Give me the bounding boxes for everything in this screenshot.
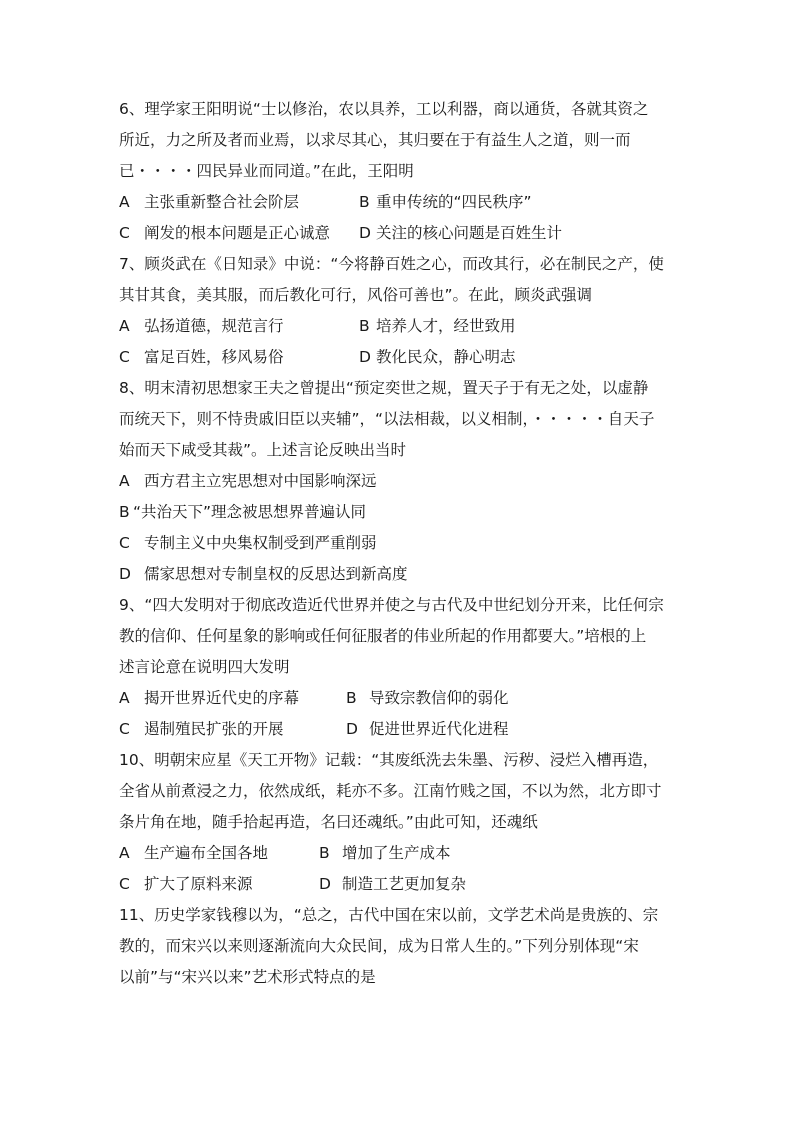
option-a: [119, 466, 377, 497]
option-letter: C: [119, 875, 130, 893]
option-letter: B: [119, 503, 130, 521]
question-11-stem-line-1: 11、历史学家钱穆以为，“总之，古代中国在宋以前，文学艺术尚是贵族的、宗: [119, 906, 659, 924]
question-7-options-row-2: [119, 342, 679, 373]
option-letter: C: [119, 224, 130, 242]
option-text: 阐发的根本问题是正心诚意: [144, 224, 331, 242]
question-10-stem-line-2: 全省从前煮浸之力，依然成纸，耗亦不多。江南竹贱之国，不以为然，北方即寸: [119, 782, 662, 800]
question-10-option-d: [319, 869, 466, 900]
question-11: [119, 900, 679, 993]
question-10-option-a: [119, 838, 319, 869]
option-text: 主张重新整合社会阶层: [144, 193, 300, 211]
option-text: 培养人才，经世致用: [376, 317, 516, 335]
option-text: 扩大了原料来源: [144, 875, 253, 893]
option-letter: A: [119, 844, 130, 862]
option-text: 揭开世界近代史的序幕: [144, 689, 300, 707]
option-d: [119, 559, 408, 590]
option-text: 专制主义中央集权制受到严重削弱: [144, 534, 377, 552]
question-9-options-row-1: [119, 683, 679, 714]
option-letter: D: [119, 565, 131, 583]
option-b: [119, 497, 366, 528]
question-8-stem-line-1: 8、明末清初思想家王夫之曾提出“预定奕世之规，置天子于有无之处，以虚静: [119, 379, 649, 397]
question-7-option-d: [359, 342, 516, 373]
question-10-options-row-1: [119, 838, 679, 869]
option-text: 导致宗教信仰的弱化: [369, 689, 509, 707]
option-letter: B: [359, 193, 370, 211]
question-list: [119, 94, 679, 993]
option-letter: C: [119, 720, 130, 738]
question-8: [119, 373, 679, 590]
question-7-options-row-1: [119, 311, 679, 342]
option-text: 教化民众，静心明志: [376, 348, 516, 366]
option-text: 遏制殖民扩张的开展: [144, 720, 284, 738]
option-letter: A: [119, 193, 130, 211]
option-text: 重申传统的“四民秩序”: [376, 193, 532, 211]
option-letter: B: [346, 689, 357, 707]
question-7-option-b: [359, 311, 516, 342]
option-letter: A: [119, 317, 130, 335]
option-letter: D: [359, 224, 371, 242]
question-9-option-b: [346, 683, 509, 714]
question-8-stem-line-3: 始而天下咸受其裁”。上述言论反映出当时: [119, 441, 407, 459]
question-6-options-row-2: [119, 218, 679, 249]
question-9: [119, 590, 679, 745]
question-8-option-a: [119, 466, 679, 497]
option-text: 关注的核心问题是百姓生计: [376, 224, 563, 242]
question-9-option-c: [119, 714, 346, 745]
question-10-stem-line-3: 条片角在地，随手拾起再造，名曰还魂纸。”由此可知，还魂纸: [119, 813, 538, 831]
question-7: [119, 249, 679, 373]
option-letter: C: [119, 348, 130, 366]
question-10-stem-line-1: 10、明朝宋应星《天工开物》记载：“其废纸洗去朱墨、污秽、浸烂入槽再造，: [119, 751, 659, 769]
option-text: 生产遍布全国各地: [144, 844, 269, 862]
question-6-option-c: [119, 218, 359, 249]
question-10-options-row-2: [119, 869, 679, 900]
question-7-option-a: [119, 311, 359, 342]
question-11-stem-line-2: 教的，而宋兴以来则逐渐流向大众民间，成为日常人生的。”下列分别体现“宋: [119, 937, 639, 955]
option-text: 制造工艺更加复杂: [342, 875, 467, 893]
question-10-option-b: [319, 838, 451, 869]
question-6-stem-line-3: 已・・・・四民异业而同道。”在此，王阳明: [119, 162, 414, 180]
question-6-options-row-1: [119, 187, 679, 218]
question-10-option-c: [119, 869, 319, 900]
question-6-stem-line-2: 所近，力之所及者而业焉，以求尽其心，其归要在于有益生人之道，则一而: [119, 131, 631, 149]
question-7-option-c: [119, 342, 359, 373]
question-7-stem-line-2: 其甘其食，美其服，而后教化可行，风俗可善也”。在此，顾炎武强调: [119, 286, 593, 304]
option-c: [119, 528, 377, 559]
option-letter: B: [359, 317, 370, 335]
option-letter: D: [359, 348, 371, 366]
question-6: [119, 94, 679, 249]
option-letter: D: [319, 875, 331, 893]
option-text: “共治天下”理念被思想界普遍认同: [133, 503, 367, 521]
question-10: [119, 745, 679, 900]
question-9-option-a: [119, 683, 346, 714]
question-8-option-b: [119, 497, 679, 528]
option-text: 西方君主立宪思想对中国影响深远: [144, 472, 377, 490]
question-9-stem-line-1: 9、“四大发明对于彻底改造近代世界并使之与古代及中世纪划分开来，比任何宗: [119, 596, 664, 614]
option-letter: A: [119, 689, 130, 707]
option-text: 儒家思想对专制皇权的反思达到新高度: [144, 565, 408, 583]
question-8-option-c: [119, 528, 679, 559]
question-9-stem-line-3: 述言论意在说明四大发明: [119, 658, 290, 676]
option-letter: C: [119, 534, 130, 552]
question-9-stem-line-2: 教的信仰、任何星象的影响或任何征服者的伟业所起的作用都要大。”培根的上: [119, 627, 647, 645]
question-7-stem-line-1: 7、顾炎武在《日知录》中说：“今将静百姓之心，而改其行，必在制民之产，使: [119, 255, 664, 273]
option-text: 富足百姓，移风易俗: [144, 348, 284, 366]
question-6-option-a: [119, 187, 359, 218]
question-6-option-d: [359, 218, 562, 249]
question-9-option-d: [346, 714, 509, 745]
option-text: 促进世界近代化进程: [369, 720, 509, 738]
question-8-option-d: [119, 559, 679, 590]
option-letter: A: [119, 472, 130, 490]
question-11-stem-line-3: 以前”与“宋兴以来”艺术形式特点的是: [119, 968, 376, 986]
option-letter: D: [346, 720, 358, 738]
question-6-stem-line-1: 6、理学家王阳明说“士以修治，农以具养，工以利器，商以通货，各就其资之: [119, 100, 649, 118]
option-text: 增加了生产成本: [342, 844, 451, 862]
question-8-stem-line-2: 而统天下，则不恃贵戚旧臣以夹辅”，“以法相裁，以义相制，・・・・・自天子: [119, 410, 655, 428]
option-letter: B: [319, 844, 330, 862]
option-text: 弘扬道德，规范言行: [144, 317, 284, 335]
question-9-options-row-2: [119, 714, 679, 745]
question-6-option-b: [359, 187, 532, 218]
